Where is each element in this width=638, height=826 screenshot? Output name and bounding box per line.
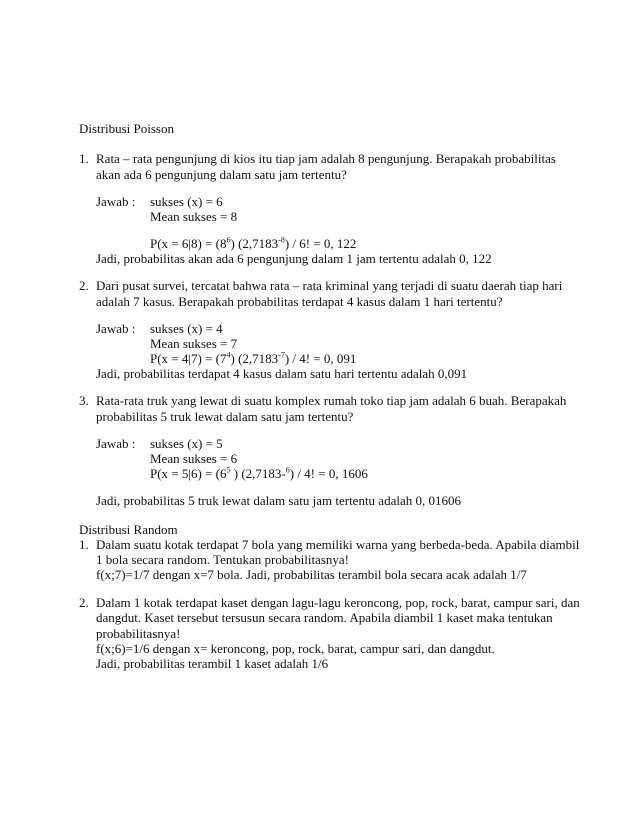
poisson-q2-formula-part-a: P(x = 4|7) = (7 bbox=[150, 351, 227, 366]
poisson-q2-mean: Mean sukses = 7 bbox=[150, 336, 238, 351]
random-q1-text-line-2: 1 bola secara random. Tentukan probabilitasnya! bbox=[96, 552, 349, 567]
random-q2-text-line-5: Jadi, probabilitas terambil 1 kaset adalah 1/6 bbox=[96, 656, 329, 671]
poisson-q3-text-line-2: probabilitas 5 truk lewat dalam satu jam tertentu? bbox=[96, 409, 354, 424]
poisson-q3-formula-part-c: ) / 4! = 0, 1606 bbox=[289, 466, 368, 481]
poisson-q2-sukses: sukses (x) = 4 bbox=[150, 321, 223, 336]
poisson-q2-formula-exponent-1: 4 bbox=[226, 350, 231, 360]
poisson-q3-formula-exponent-2: 6 bbox=[285, 465, 290, 475]
poisson-q1-text-line-1: Rata – rata pengunjung di kios itu tiap jam adalah 8 pengunjung. Berapakah probabilitas bbox=[96, 151, 556, 166]
poisson-q2-conclusion: Jadi, probabilitas terdapat 4 kasus dalam satu hari tertentu adalah 0,091 bbox=[96, 366, 468, 381]
poisson-q1-mean: Mean sukses = 8 bbox=[150, 209, 238, 224]
poisson-q3-conclusion: Jadi, probabilitas 5 truk lewat dalam satu jam tertentu adalah 0, 01606 bbox=[96, 493, 461, 508]
poisson-q2-formula-exponent-2: -7 bbox=[278, 350, 285, 360]
poisson-q3-formula-part-b: ) (2,7183- bbox=[230, 466, 286, 481]
poisson-q1-conclusion: Jadi, probabilitas akan ada 6 pengunjung dalam 1 jam tertentu adalah 0, 122 bbox=[96, 251, 492, 266]
poisson-q1-number: 1. bbox=[79, 151, 89, 166]
poisson-q2-text-line-2: adalah 7 kasus. Berapakah probabilitas terdapat 4 kasus dalam 1 hari tertentu? bbox=[96, 294, 503, 309]
poisson-q2-number: 2. bbox=[79, 278, 89, 293]
poisson-q1-formula bbox=[150, 236, 356, 251]
poisson-q2-formula bbox=[150, 351, 356, 366]
random-q2-text-line-1: Dalam 1 kotak terdapat kaset dengan lagu-lagu keroncong, pop, rock, barat, campur sari, dan bbox=[96, 595, 580, 610]
poisson-q1-formula-part-a: P(x = 6|8) = (8 bbox=[150, 236, 227, 251]
section-heading-random: Distribusi Random bbox=[79, 522, 178, 537]
poisson-q2-text-line-1: Dari pusat survei, tercatat bahwa rata – rata kriminal yang terjadi di suatu daerah tiap hari bbox=[96, 278, 563, 293]
poisson-q3-text-line-1: Rata-rata truk yang lewat di suatu komplex rumah toko tiap jam adalah 6 buah. Berapakah bbox=[96, 393, 567, 408]
poisson-q3-number: 3. bbox=[79, 393, 89, 408]
poisson-q3-formula bbox=[150, 466, 368, 481]
section-heading-poisson: Distribusi Poisson bbox=[79, 121, 174, 136]
random-q1-text-line-3: f(x;7)=1/7 dengan x=7 bola. Jadi, probabilitas terambil bola secara acak adalah 1/7 bbox=[96, 567, 527, 582]
random-q2-text-line-2: dangdut. Kaset tersebut tersusun secara random. Apabila diambil 1 kaset maka tentukan bbox=[96, 610, 553, 625]
poisson-q2-formula-part-c: ) / 4! = 0, 091 bbox=[284, 351, 357, 366]
random-q2-number: 2. bbox=[79, 595, 89, 610]
poisson-q2-formula-part-b: ) (2,7183 bbox=[230, 351, 279, 366]
poisson-q3-formula-exponent-1: 5 bbox=[226, 465, 231, 475]
random-q2-text-line-4: f(x;6)=1/6 dengan x= keroncong, pop, rock, barat, campur sari, dan dangdut. bbox=[96, 641, 495, 656]
poisson-q3-mean: Mean sukses = 6 bbox=[150, 451, 238, 466]
poisson-q1-jawab-label: Jawab : bbox=[96, 194, 136, 209]
poisson-q3-jawab-label: Jawab : bbox=[96, 436, 136, 451]
random-q1-text-line-1: Dalam suatu kotak terdapat 7 bola yang memiliki warna yang berbeda-beda. Apabila diambil bbox=[96, 537, 580, 552]
poisson-q1-formula-exponent-1: 6 bbox=[226, 235, 231, 245]
poisson-q1-sukses: sukses (x) = 6 bbox=[150, 194, 223, 209]
poisson-q3-formula-part-a: P(x = 5|6) = (6 bbox=[150, 466, 227, 481]
poisson-q1-formula-part-c: ) / 6! = 0, 122 bbox=[284, 236, 357, 251]
random-q2-text-line-3: probabilitasnya! bbox=[96, 626, 181, 641]
poisson-q1-text-line-2: akan ada 6 pengunjung dalam satu jam tertentu? bbox=[96, 167, 347, 182]
poisson-q1-formula-part-b: ) (2,7183 bbox=[230, 236, 279, 251]
poisson-q2-jawab-label: Jawab : bbox=[96, 321, 136, 336]
poisson-q1-formula-exponent-2: -8 bbox=[278, 235, 285, 245]
poisson-q3-sukses: sukses (x) = 5 bbox=[150, 436, 223, 451]
random-q1-number: 1. bbox=[79, 537, 89, 552]
